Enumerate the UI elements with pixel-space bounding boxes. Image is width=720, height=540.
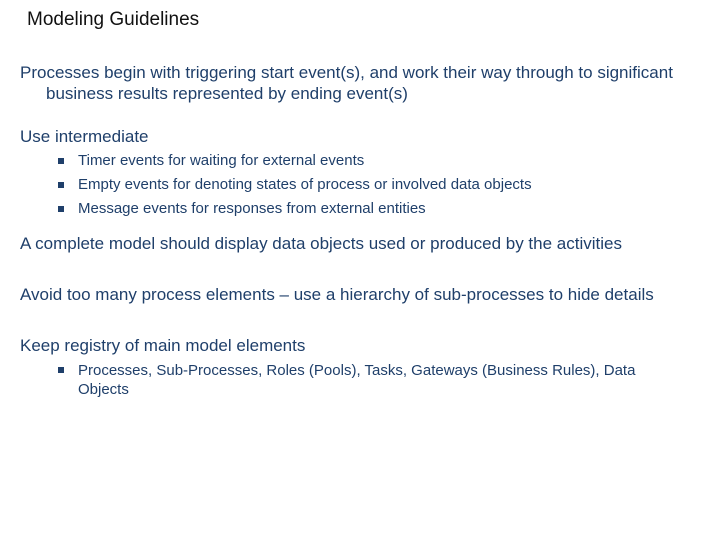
paragraph-keep-registry: Keep registry of main model elements: [20, 336, 306, 355]
list-item-text: Empty events for denoting states of process or involved data objects: [78, 176, 532, 193]
slide-body: [20, 62, 700, 399]
list-item-text: Message events for responses from external entities: [78, 200, 426, 217]
list-item: [20, 173, 700, 197]
list-item: [20, 149, 700, 173]
list-item-text: Timer events for waiting for external events: [78, 152, 365, 169]
paragraph-use-intermediate: Use intermediate: [20, 127, 149, 146]
square-bullet-icon: [58, 367, 64, 373]
list-item: [20, 197, 700, 221]
paragraph-complete-model: A complete model should display data objects used or produced by the activities: [20, 234, 622, 253]
list-item-text: Processes, Sub-Processes, Roles (Pools), Tasks, Gateways (Business Rules), Data Objects: [78, 362, 636, 398]
square-bullet-icon: [58, 206, 64, 212]
paragraph-process-flow: Processes begin with triggering start event(s), and work their way through to significant business results represented by ending event(s): [20, 63, 673, 103]
paragraph-avoid-elements: Avoid too many process elements – use a hierarchy of sub-processes to hide details: [20, 285, 654, 304]
registry-elements-list: [20, 358, 700, 399]
list-item: [20, 358, 638, 399]
intermediate-events-list: [20, 149, 700, 221]
slide-title: Modeling Guidelines: [27, 9, 200, 30]
square-bullet-icon: [58, 182, 64, 188]
square-bullet-icon: [58, 158, 64, 164]
